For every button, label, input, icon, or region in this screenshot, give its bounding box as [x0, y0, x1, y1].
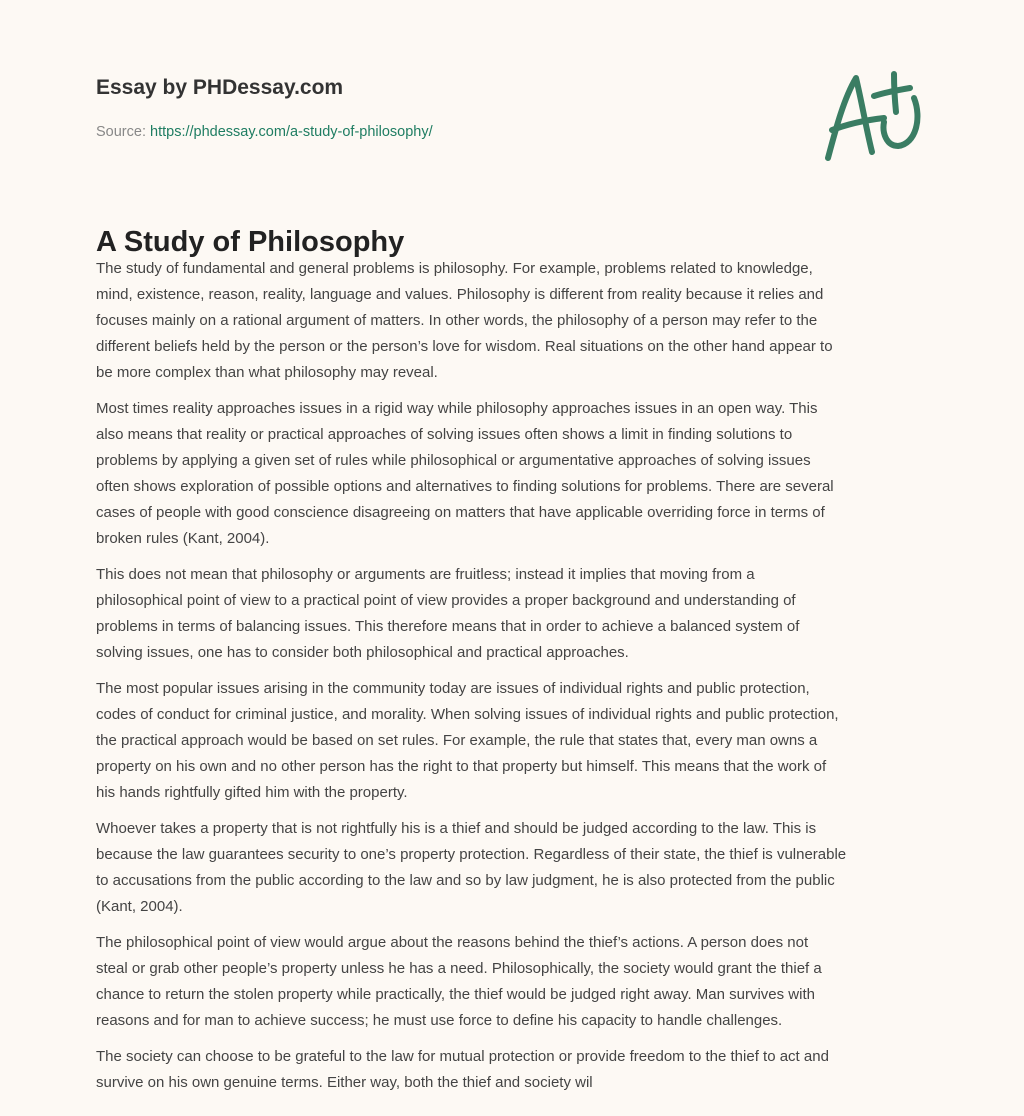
- paragraph-line: focuses mainly on a rational argument of matters. In other words, the philosophy of a person may refer to the: [96, 312, 818, 329]
- paragraph-line: also means that reality or practical approaches of solving issues often shows a limit in finding solutions to: [96, 426, 793, 443]
- paragraph-line: codes of conduct for criminal justice, and morality. When solving issues of individual rights and public protection,: [96, 706, 839, 723]
- paragraph-line: Whoever takes a property that is not rightfully his is a thief and should be judged according to the law. This is: [96, 820, 817, 837]
- paragraph-line: solving issues, one has to consider both philosophical and practical approaches.: [96, 644, 629, 661]
- paragraph-line: philosophical point of view to a practical point of view provides a proper background and understanding of: [96, 592, 796, 609]
- source-link[interactable]: https://phdessay.com/a-study-of-philosophy/: [150, 124, 433, 140]
- a-plus-logo-icon: [818, 68, 928, 164]
- paragraph-line: often shows exploration of possible options and alternatives to finding solutions for problems. There are several: [96, 478, 834, 495]
- paragraph-line: broken rules (Kant, 2004).: [96, 530, 270, 547]
- paragraph-line: cases of people with good conscience disagreeing on matters that have applicable overriding force in terms of: [96, 504, 825, 521]
- source-label: Source:: [96, 124, 146, 140]
- source-line: [96, 124, 433, 140]
- essay-paragraph: [96, 1044, 936, 1096]
- paragraph-line: chance to return the stolen property while practically, the thief would be judged right away. Man survives with: [96, 986, 815, 1003]
- paragraph-line: problems in terms of balancing issues. This therefore means that in order to achieve a balanced system of: [96, 618, 800, 635]
- paragraph-line: steal or grab other people’s property unless he has a need. Philosophically, the society would grant the thief a: [96, 960, 822, 977]
- paragraph-line: The most popular issues arising in the community today are issues of individual rights and public protection,: [96, 680, 810, 697]
- paragraph-line: The study of fundamental and general problems is philosophy. For example, problems related to knowledge,: [96, 260, 813, 277]
- paragraph-line: be more complex than what philosophy may reveal.: [96, 364, 438, 381]
- paragraph-line: This does not mean that philosophy or arguments are fruitless; instead it implies that moving from a: [96, 566, 755, 583]
- paragraph-line: the practical approach would be based on set rules. For example, the rule that states that, every man owns a: [96, 732, 818, 749]
- brand-title: Essay by PHDessay.com: [96, 76, 344, 99]
- essay-paragraph: [96, 396, 936, 552]
- paragraph-line: The philosophical point of view would argue about the reasons behind the thief’s actions. A person does not: [96, 934, 809, 951]
- paragraph-line: survive on his own genuine terms. Either way, both the thief and society wil: [96, 1074, 593, 1091]
- paragraph-line: because the law guarantees security to one’s property protection. Regardless of their state, the thief is vulnerable: [96, 846, 847, 863]
- essay-paragraph: [96, 676, 936, 806]
- essay-paragraph: [96, 562, 936, 666]
- paragraph-line: (Kant, 2004).: [96, 898, 183, 915]
- paragraph-line: Most times reality approaches issues in a rigid way while philosophy approaches issues in an open way. This: [96, 400, 818, 417]
- paragraph-line: property on his own and no other person has the right to that property but himself. This means that the work of: [96, 758, 827, 775]
- essay-paragraph: [96, 256, 936, 386]
- paragraph-line: to accusations from the public according to the law and so by law judgment, he is also protected from the public: [96, 872, 835, 889]
- paragraph-line: The society can choose to be grateful to the law for mutual protection or provide freedom to the thief to act and: [96, 1048, 829, 1065]
- essay-title: A Study of Philosophy: [96, 226, 405, 258]
- essay-paragraph: [96, 816, 936, 920]
- paragraph-line: his hands rightfully gifted him with the property.: [96, 784, 408, 801]
- essay-paragraph: [96, 930, 936, 1034]
- paragraph-line: different beliefs held by the person or the person’s love for wisdom. Real situations on the other hand appear to: [96, 338, 833, 355]
- paragraph-line: reasons and for man to achieve success; he must use force to define his capacity to handle challenges.: [96, 1012, 783, 1029]
- essay-body: [96, 256, 936, 1106]
- paragraph-line: mind, existence, reason, reality, language and values. Philosophy is different from reality because it relies and: [96, 286, 824, 303]
- paragraph-line: problems by applying a given set of rules while philosophical or argumentative approaches of solving issues: [96, 452, 811, 469]
